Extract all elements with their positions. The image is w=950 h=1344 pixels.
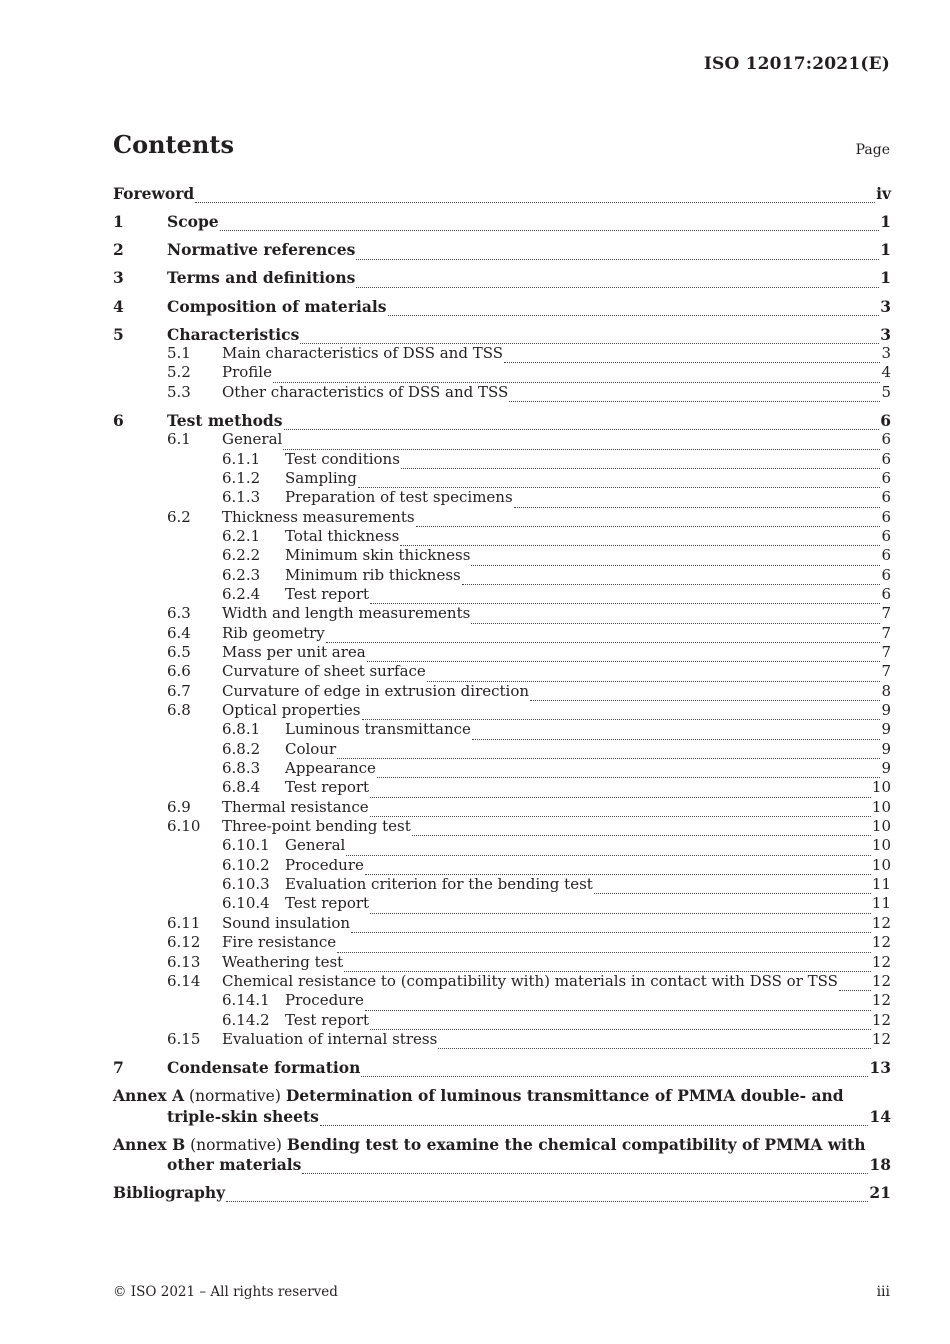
toc-entry-title: Test conditions [285,449,400,468]
toc-entry-number: 6 [113,410,124,430]
toc-entry-page: 12 [871,933,891,952]
toc-entry-title: Weathering test [222,952,344,971]
dot-leader [388,310,880,316]
toc-entry-line [222,430,891,449]
toc-entry-line [222,383,891,402]
toc-annex-entry[interactable] [113,1086,891,1126]
toc-entry-page: 9 [881,759,891,778]
toc-bibliography[interactable] [113,1183,891,1202]
toc-entry-line [285,1011,891,1030]
toc-entry-number: 6.2 [167,507,191,526]
toc-entry-number: 6.2.1 [222,526,261,545]
toc-entry[interactable] [113,527,891,546]
toc-entry-title: Evaluation of internal stress [222,1029,438,1048]
toc-entry-page: 12 [871,971,891,990]
toc-entry-number: 6.12 [167,933,201,952]
toc-entry[interactable] [113,953,891,972]
toc-entry[interactable] [113,624,891,643]
toc-entry-number: 6.2.4 [222,584,261,603]
toc-entry-title: Test methods [167,410,283,430]
toc-entry-page: 1 [880,240,891,260]
toc-entry-page: 11 [871,875,891,894]
toc-entry-number: 1 [113,212,124,232]
toc-entry-title: Curvature of edge in extrusion direction [222,681,530,700]
toc-entry-page: 6 [881,488,891,507]
toc-entry[interactable] [113,508,891,527]
toc-entry[interactable] [113,836,891,855]
toc-entry-page: 6 [881,449,891,468]
toc-entry[interactable] [113,933,891,952]
toc-entry-line [285,720,891,739]
dot-leader [320,1120,869,1126]
toc-entry-line [167,297,891,316]
toc-entry-page: 1 [880,268,891,288]
toc-entry-title: Other characteristics of DSS and TSS [222,382,509,401]
toc-entry-title: Procedure [285,855,364,874]
toc-entry[interactable] [113,604,891,623]
annex-type: (normative) [190,1135,282,1154]
toc-entry[interactable] [113,344,891,363]
toc-entry[interactable] [113,740,891,759]
dot-leader [356,282,879,288]
toc-entry[interactable] [113,325,891,344]
toc-entry-line [222,933,891,952]
toc-entry-number: 5.2 [167,363,191,382]
toc-entry-page: 6 [880,410,891,430]
toc-entry[interactable] [113,914,891,933]
toc-entry-title: Terms and definitions [167,268,356,288]
toc-entry-number: 6.4 [167,623,191,642]
toc-entry-number: 6.10.1 [222,836,270,855]
page-column-label: Page [855,142,890,158]
toc-entry-line [285,875,891,894]
page-number: iii [876,1284,890,1300]
toc-entry-title: Optical properties [222,701,361,720]
toc-entry-page: 3 [880,296,891,316]
toc-entry[interactable] [113,1011,891,1030]
toc-entry-title: Minimum skin thickness [285,546,471,565]
annex-title-line1: Determination of luminous transmittance of PMMA double- and [285,1086,844,1106]
toc-entry-title: Scope [167,212,219,232]
toc-entry[interactable] [113,363,891,382]
toc-entry-title: Mass per unit area [222,643,366,661]
toc-entry-line [285,546,891,565]
toc-entry[interactable] [113,566,891,585]
toc-entry-number: 4 [113,296,124,316]
toc-entry-line [285,566,891,585]
toc-entry[interactable] [113,701,891,720]
toc-entry[interactable] [113,972,891,991]
toc-entry-line [167,240,891,259]
toc-entry[interactable] [113,720,891,739]
toc-entry-number: 6.8.1 [222,720,261,739]
toc-entry-title: Composition of materials [167,296,387,316]
toc-entry[interactable] [113,759,891,778]
toc-entry[interactable] [113,546,891,565]
toc-entry-number: 6.1.2 [222,468,261,487]
toc-entry-title: Test report [285,1010,370,1029]
toc-entry-page: 6 [881,546,891,565]
toc-entry-number: 6.8 [167,701,191,720]
toc-entry-line [222,344,891,363]
toc-entry-page: 6 [881,584,891,603]
toc-entry-number: 5 [113,324,124,344]
toc-entry-line [222,701,891,720]
toc-entry-page: iv [876,184,891,203]
toc-entry-title: Preparation of test specimens [285,488,513,507]
toc-entry-title: Foreword [113,184,195,203]
toc-entry-line [222,798,891,817]
bibliography-title: Bibliography [113,1183,226,1203]
toc-entry-number: 6.5 [167,643,191,661]
dot-leader [361,1071,868,1077]
toc-entry-line [222,643,891,662]
toc-entry-page: 13 [869,1058,891,1078]
toc-entry-number: 6.3 [167,604,191,623]
toc-entry-page: 12 [871,991,891,1010]
toc-entry-page: 3 [880,324,891,344]
toc-entry-number: 6.7 [167,681,191,700]
toc-entry-title: Test report [285,778,370,797]
toc-entry[interactable] [113,268,891,287]
toc-entry-title: Main characteristics of DSS and TSS [222,344,504,363]
toc-entry-number: 6.10.2 [222,855,270,874]
toc-entry-page: 6 [881,526,891,545]
toc-entry[interactable] [113,184,891,203]
toc-entry[interactable] [113,894,891,913]
toc-entry-title: Chemical resistance to (compatibility with) materials in contact with DSS or TSS [222,971,838,990]
toc-entry[interactable] [113,1030,891,1049]
toc-entry-number: 6.1.1 [222,449,261,468]
annex-heading-line [113,1086,891,1106]
toc-entry-number: 6.9 [167,797,191,816]
toc-entry-line [285,488,891,507]
toc-entry-line [285,759,891,778]
toc-entry-page: 6 [881,468,891,487]
toc-entry-line [222,624,891,643]
toc-entry-line [285,991,891,1010]
toc-entry[interactable] [113,643,891,662]
toc-entry[interactable] [113,383,891,402]
annex-type: (normative) [189,1087,281,1106]
toc-entry-line [285,836,891,855]
toc-entry-page: 7 [881,623,891,642]
toc-entry[interactable] [113,798,891,817]
toc-entry-line [167,212,891,231]
toc-entry-title: Sound insulation [222,913,351,932]
toc-entry-number: 6.6 [167,662,191,681]
toc-entry-line [285,469,891,488]
toc-entry-page: 12 [871,913,891,932]
toc-entry-number: 6.10 [167,817,201,836]
toc-entry-title: Luminous transmittance [285,720,471,739]
toc-entry-number: 6.8.3 [222,759,261,778]
toc-entry-line [285,450,891,469]
toc-entry-line [222,604,891,623]
annex-heading-line [113,1135,891,1155]
toc-entry-line [285,856,891,875]
toc-entry-page: 9 [881,701,891,720]
toc-entry-page: 11 [871,894,891,913]
toc-entry-title: Thickness measurements [222,507,415,526]
toc-entry-title: Procedure [285,991,364,1010]
toc-entry-page: 10 [871,797,891,816]
annex-title-line2: other materials [167,1154,302,1174]
toc-entry-line [167,325,891,344]
toc-entry-number: 7 [113,1058,124,1078]
annex-title-line2: triple-skin sheets [167,1106,319,1126]
toc-entry-page: 10 [871,817,891,836]
table-of-contents [113,184,891,1202]
toc-entry-page: 10 [871,836,891,855]
toc-entry-line [285,527,891,546]
annex-title-line2-row [113,1107,891,1126]
toc-entry-number: 6.15 [167,1029,201,1048]
toc-entry-page: 4 [881,363,891,382]
toc-entry-number: 5.3 [167,382,191,401]
toc-entry-number: 2 [113,240,124,260]
toc-entry[interactable] [113,212,891,231]
toc-entry-number: 6.11 [167,913,201,932]
toc-entry-title: Appearance [285,759,376,778]
toc-entry-title: Total thickness [285,526,400,545]
toc-entry-line [113,1183,891,1202]
toc-entry[interactable] [113,469,891,488]
toc-entry-title: Colour [285,739,337,758]
dot-leader [302,1168,868,1174]
toc-entry-page: 9 [881,720,891,739]
dot-leader [509,396,880,402]
dot-leader [356,254,879,260]
toc-entry-line [285,894,891,913]
toc-entry-line [222,953,891,972]
toc-entry[interactable] [113,450,891,469]
toc-entry-number: 6.14.2 [222,1010,270,1029]
toc-entry-page: 7 [881,604,891,623]
dot-leader [220,225,880,231]
toc-entry-number: 6.13 [167,952,201,971]
toc-entry-line [222,363,891,382]
toc-entry-line [222,508,891,527]
toc-entry-number: 6.2.2 [222,546,261,565]
toc-entry-number: 6.14.1 [222,991,270,1010]
toc-entry[interactable] [113,991,891,1010]
toc-entry-page: 6 [881,507,891,526]
copyright-notice: © ISO 2021 – All rights reserved [113,1284,338,1300]
toc-entry-number: 5.1 [167,344,191,363]
toc-entry-line [222,662,891,681]
toc-entry[interactable] [113,682,891,701]
toc-entry-line [222,682,891,701]
toc-entry-number: 6.1 [167,430,191,449]
toc-entry[interactable] [113,488,891,507]
toc-entry-line [222,972,891,991]
toc-entry-number: 6.8.4 [222,778,261,797]
toc-entry-title: Test report [285,894,370,913]
toc-entry-title: Profile [222,363,272,382]
toc-entry-title: Sampling [285,468,357,487]
toc-entry[interactable] [113,240,891,259]
toc-entry-line [222,1030,891,1049]
dot-leader [226,1196,868,1202]
annex-label: Annex B [113,1134,186,1154]
toc-entry-line [285,740,891,759]
toc-entry[interactable] [113,856,891,875]
toc-entry-number: 6.2.3 [222,565,261,584]
toc-entry[interactable] [113,778,891,797]
toc-entry-page: 6 [881,430,891,449]
toc-entry-page: 7 [881,643,891,661]
toc-entry[interactable] [113,297,891,316]
document-id: ISO 12017:2021(E) [703,54,890,74]
toc-entry-page: 12 [871,1010,891,1029]
toc-entry-number: 6.8.2 [222,739,261,758]
toc-entry-page: 9 [881,739,891,758]
toc-entry-title: Normative references [167,240,356,260]
toc-entry-title: Thermal resistance [222,797,369,816]
toc-entry-page: 10 [871,855,891,874]
toc-entry[interactable] [113,585,891,604]
toc-entry-page: 3 [881,344,891,363]
dot-leader [195,197,875,203]
toc-entry-title: Curvature of sheet surface [222,662,426,681]
toc-entry-title: Three-point bending test [222,817,411,836]
toc-entry-title: Fire resistance [222,933,337,952]
toc-entry[interactable] [113,817,891,836]
toc-entry-line [167,268,891,287]
toc-entry-title: General [222,430,283,449]
toc-entry-line [167,1155,891,1174]
toc-entry-page: 7 [881,662,891,681]
toc-entry-line [167,1058,891,1077]
toc-entry-number: 6.1.3 [222,488,261,507]
toc-entry-title: Evaluation criterion for the bending test [285,875,593,894]
toc-entry-number: 6.10.4 [222,894,270,913]
bibliography-page: 21 [869,1183,891,1203]
toc-entry-title: Condensate formation [167,1058,361,1078]
toc-entry[interactable] [113,430,891,449]
annex-title-line1: Bending test to examine the chemical compatibility of PMMA with [286,1134,866,1154]
annex-page: 18 [869,1154,891,1174]
toc-entry-page: 1 [880,212,891,232]
toc-entry-line [167,411,891,430]
toc-entry-page: 6 [881,565,891,584]
toc-entry-line [222,914,891,933]
toc-entry-title: General [285,836,346,855]
toc-entry-number: 3 [113,268,124,288]
dot-leader [438,1043,871,1049]
toc-entry-page: 10 [871,778,891,797]
toc-entry-number: 6.14 [167,971,201,990]
toc-entry-page: 12 [871,1029,891,1048]
toc-annex-entry[interactable] [113,1135,891,1175]
toc-entry-title: Test report [285,584,370,603]
toc-entry-page: 5 [881,382,891,401]
toc-entry-number: 6.10.3 [222,875,270,894]
toc-entry-title: Characteristics [167,324,300,344]
page-title: Contents [113,130,234,159]
toc-entry-title: Width and length measurements [222,604,471,623]
toc-entry-line [285,585,891,604]
toc-entry[interactable] [113,662,891,681]
toc-entry-page: 12 [871,952,891,971]
annex-page: 14 [869,1106,891,1126]
toc-entry[interactable] [113,875,891,894]
toc-entry-title: Minimum rib thickness [285,565,461,584]
toc-entry-line [222,817,891,836]
toc-entry-line [113,184,891,203]
toc-entry[interactable] [113,1058,891,1077]
annex-title-line2-row [113,1155,891,1174]
toc-entry-line [167,1107,891,1126]
toc-entry[interactable] [113,411,891,430]
toc-entry-title: Rib geometry [222,623,325,642]
toc-entry-page: 8 [881,681,891,700]
annex-label: Annex A [113,1086,185,1106]
toc-entry-line [285,778,891,797]
